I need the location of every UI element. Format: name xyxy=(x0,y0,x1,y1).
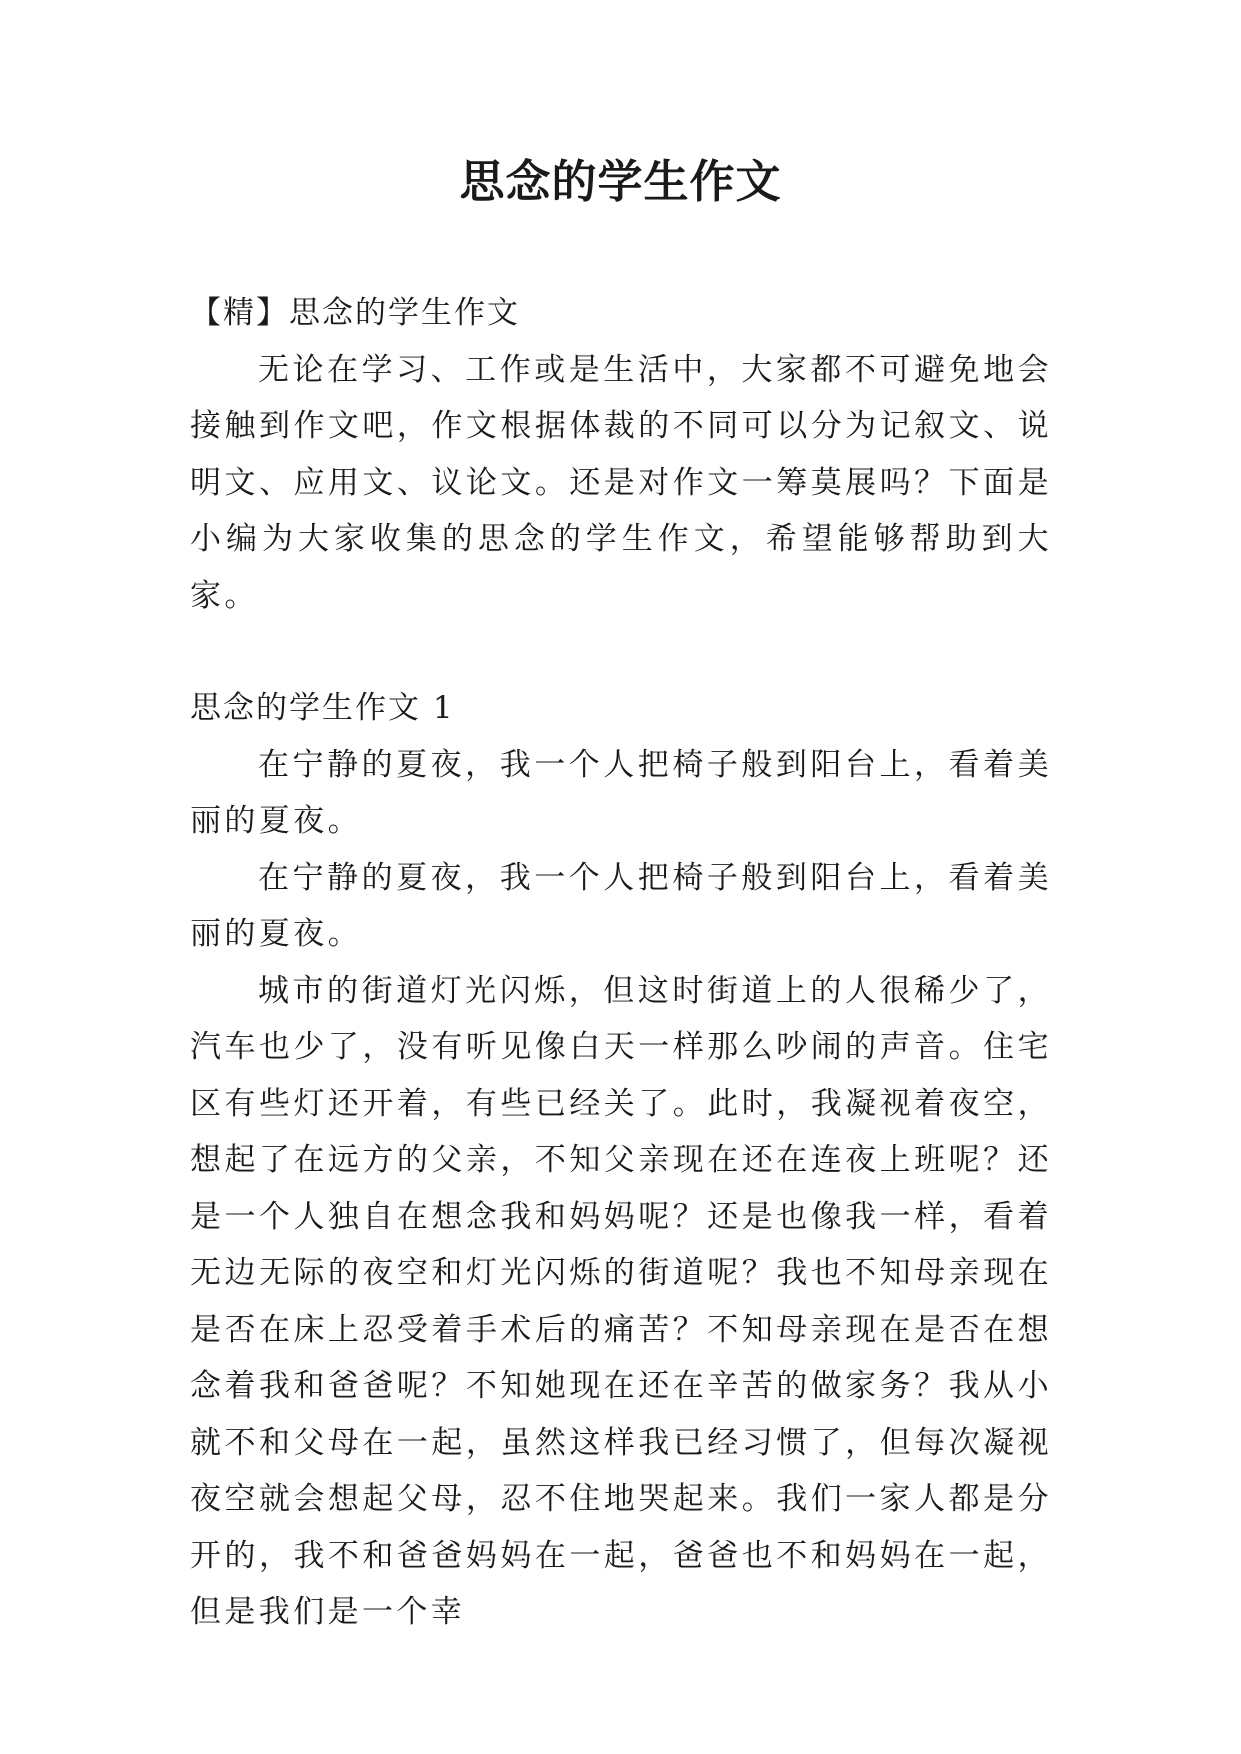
document-subtitle: 【精】思念的学生作文 xyxy=(190,295,520,331)
body-paragraph: 城市的街道灯光闪烁，但这时街道上的人很稀少了，汽车也少了，没有听见像白天一样那么吵闹的声音。住宅区有些灯还开着，有些已经关了。此时，我凝视着夜空，想起了在远方的父亲，不知父亲现在还在连夜上班呢？还是一个人独自在想念我和妈妈呢？还是也像我一样，看着无边无际的夜空和灯光闪烁的街道呢？我也不知母亲现在是否在床上忍受着手术后的痛苦？不知母亲现在是否在想念着我和爸爸呢？不知她现在还在辛苦的做家务？我从小就不和父母在一起，虽然这样我已经习惯了，但每次凝视夜空就会想起父母，忍不住地哭起来。我们一家人都是分开的，我不和爸爸妈妈在一起，爸爸也不和妈妈在一起，但是我们是一个幸 xyxy=(190,972,1052,1630)
paragraph-spacer xyxy=(190,624,1052,680)
body-paragraph: 在宁静的夏夜，我一个人把椅子般到阳台上，看着美丽的夏夜。 xyxy=(190,859,1052,952)
intro-paragraph: 无论在学习、工作或是生活中，大家都不可避免地会接触到作文吧，作文根据体裁的不同可以分为记叙文、说明文、应用文、议论文。还是对作文一筹莫展吗？下面是小编为大家收集的思念的学生作文，希望能够帮助到大家。 xyxy=(190,351,1052,614)
body-paragraph: 在宁静的夏夜，我一个人把椅子般到阳台上，看着美丽的夏夜。 xyxy=(190,746,1052,839)
section-heading: 思念的学生作文 1 xyxy=(190,690,455,726)
document-title: 思念的学生作文 xyxy=(459,155,782,208)
document-body xyxy=(190,285,1052,1641)
